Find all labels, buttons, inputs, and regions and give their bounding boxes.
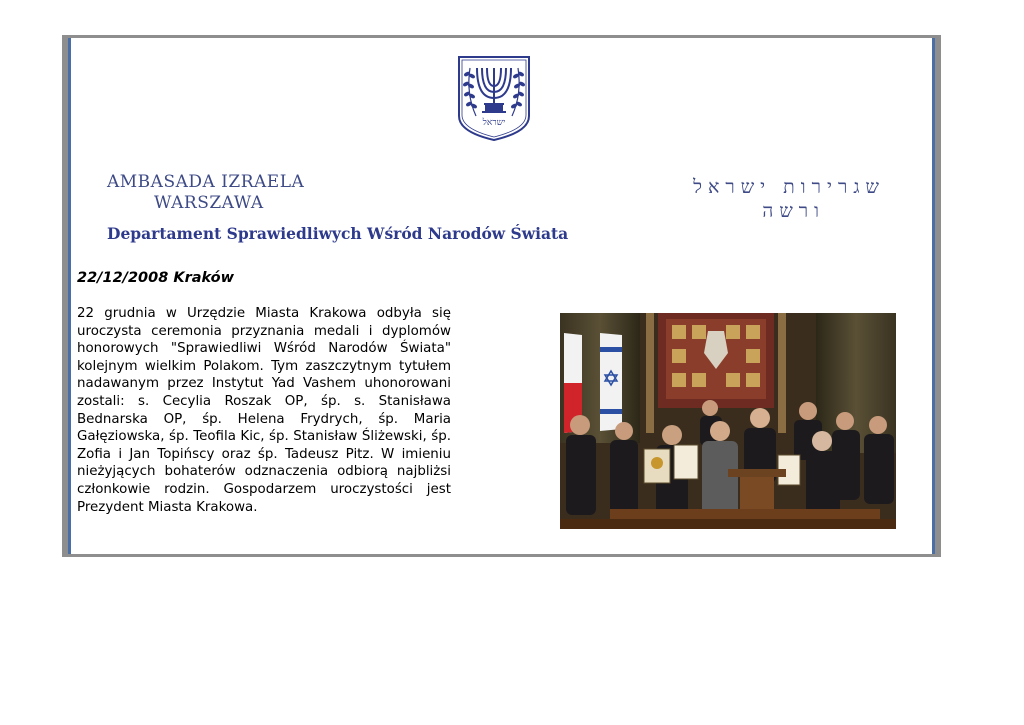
article-body: 22 grudnia w Urzędzie Miasta Krakowa odbyła się uroczysta ceremonia przyznania medali i dyplomów honorowych "Sprawiedliwi Wśród Narodów Świata" kolejnym wielkim Polakom. Tym zaszczytnym tytułem nadawanym przez Instytut Yad Vashem uhonorowani zostali: s. Cecylia Roszak OP, śp. s. Stanisława Bednarska OP, śp. Helena Frydrych, śp. Maria Gałęziowska, śp. Teofila Kic, śp. Stanisław Śliżewski, śp. Zofia i Jan Topińscy oraz śp. Tadeusz Pitz. W imieniu nieżyjących bohaterów odznaczenia odbiorą najbliżsi członkowie rodzin. Gospodarzem uroczystości jest Prezydent Miasta Krakowa. [77,306,451,515]
embassy-name: AMBASADA IZRAELA [107,172,305,192]
israel-emblem-icon [456,54,532,142]
article-dateline: 22/12/2008 Kraków [77,270,235,286]
hebrew-embassy-city: ורשה [762,200,825,222]
embassy-city: WARSZAWA [154,193,264,213]
ceremony-photo [560,313,896,529]
department-title: Departament Sprawiedliwych Wśród Narodów Świata [107,224,569,243]
emblem-label: ישראל [482,118,506,128]
hebrew-embassy-name: שגרירות ישראל [693,176,885,198]
